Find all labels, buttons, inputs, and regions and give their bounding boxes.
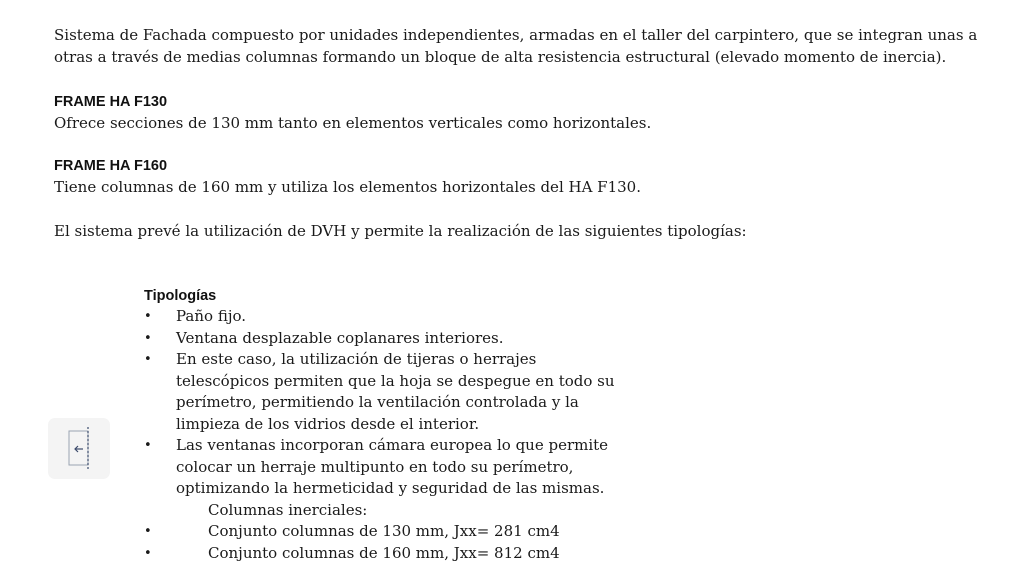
- columnas-list: [144, 521, 644, 564]
- list-item: • Las ventanas incorporan cámara europea lo que permite colocar un herraje multipunto en todo su perímetro, optimizando la hermeticidad y seguridad de las mismas.: [144, 435, 631, 500]
- tipologias-heading: Tipologías: [144, 288, 217, 304]
- list-item: • Conjunto columnas de 160 mm, Jxx= 812 cm4: [144, 543, 663, 565]
- columnas-inerciales-label: Columnas inerciales:: [208, 500, 368, 519]
- frame-f130-title: FRAME HA F130: [54, 94, 168, 110]
- tipologias-list: [144, 306, 644, 500]
- list-item: • En este caso, la utilización de tijeras o herrajes telescópicos permiten que la hoja se despegue en todo su perímetro, permitiendo la ventilación controlada y la limpieza de los vidrios desde el interior.: [144, 349, 631, 435]
- sliding-window-icon: [48, 418, 110, 479]
- intro-paragraph: Sistema de Fachada compuesto por unidades independientes, armadas en el taller del carpintero, que se integran unas a otras a través de medias columnas formando un bloque de alta resistencia estructural (elevado momento de inercia).: [54, 26, 978, 66]
- sliding-window-icon-graphic: [48, 418, 110, 479]
- list-item: • Conjunto columnas de 130 mm, Jxx= 281 cm4: [144, 521, 663, 543]
- frame-f160-title: FRAME HA F160: [54, 158, 168, 174]
- frame-f160-description: Tiene columnas de 160 mm y utiliza los elementos horizontales del HA F130.: [54, 178, 641, 196]
- dvh-paragraph: El sistema prevé la utilización de DVH y permite la realización de las siguientes tipologías:: [54, 222, 747, 240]
- list-item: • Ventana desplazable coplanares interiores.: [144, 328, 631, 350]
- tipologias-section: [144, 287, 644, 564]
- list-item: • Paño fijo.: [144, 306, 631, 328]
- frame-f130-description: Ofrece secciones de 130 mm tanto en elementos verticales como horizontales.: [54, 114, 652, 132]
